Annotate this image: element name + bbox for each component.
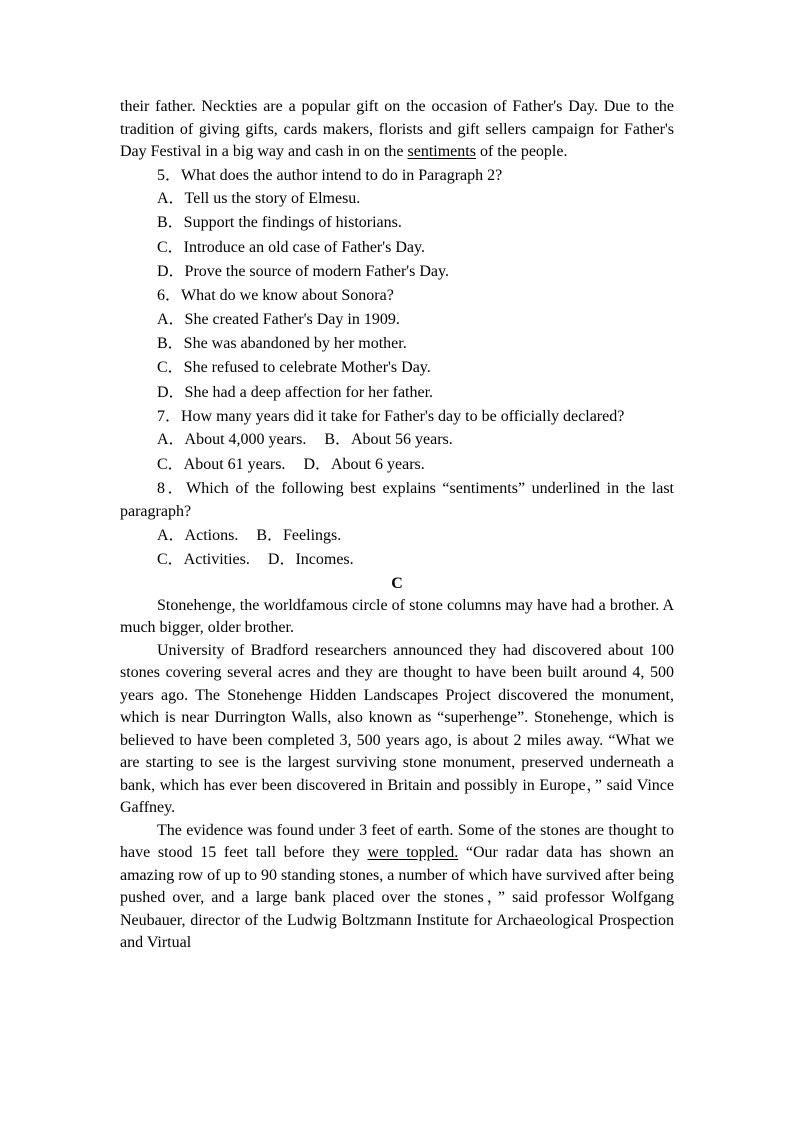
question-7-option-a: A．About 4,000 years. (157, 431, 307, 449)
question-7-option-b: B．About 56 years. (324, 431, 453, 449)
intro-text-end: of the people. (475, 143, 568, 160)
intro-paragraph (120, 96, 674, 164)
question-6-option-a: A．She created Father's Day in 1909. (157, 310, 400, 328)
question-5-option-a: A．Tell us the story of Elmesu. (157, 190, 361, 207)
question-6-option-c: C．She refused to celebrate Mother's Day. (157, 359, 431, 377)
question-5-option-c: C．Introduce an old case of Father's Day. (157, 238, 425, 256)
question-6-option-d: D．She had a deep affection for her father. (157, 383, 434, 401)
question-5-stem: 5．What does the author intend to do in Paragraph 2? (157, 166, 503, 184)
intro-text: their father. Neckties are a popular gift on the occasion of Father's Day. Due to the tradition of giving gifts, cards makers, florists and gift sellers campaign for Father's Day Festival in a big way and cash in on the (120, 98, 674, 160)
passage-paragraph-3 (120, 820, 674, 955)
question-5-option-b: B．Support the findings of historians. (157, 214, 402, 232)
question-7-option-d: D．About 6 years. (303, 455, 425, 473)
passage-paragraph-3-text-end: “Our radar data has shown an amazing row of up to 90 standing stones, a number of which have survived after being pushed over, and a large bank placed over the stones，” said professor Wolfgang Neubauer, director of the Ludwig Boltzmann Institute for Archaeological Prospection and Virtual (120, 844, 674, 952)
passage-underlined-phrase: were toppled. (367, 844, 459, 862)
question-8-options-row-1 (120, 524, 674, 548)
question-5-option-d: D．Prove the source of modern Father's Day. (157, 262, 449, 280)
question-7-options-row-2 (120, 453, 674, 477)
question-8-stem: 8．Which of the following best explains “sentiments” underlined in the last paragraph? (120, 479, 674, 521)
question-8-option-d: D．Incomes. (267, 551, 354, 569)
question-8-option-c: C．Activities. (157, 551, 250, 569)
document-page (120, 96, 674, 955)
question-7-options-row-1 (120, 428, 674, 452)
question-7-stem: 7．How many years did it take for Father's day to be officially declared? (157, 407, 625, 425)
question-8-options-row-2 (120, 548, 674, 572)
question-8-option-b: B．Feelings. (256, 526, 342, 544)
passage-paragraph-2: University of Bradford researchers announced they had discovered about 100 stones covering several acres and they are thought to have been built around 4, 500 years ago. The Stonehenge Hidden Landscapes Project discovered the monument, which is near Durrington Walls, also known as “superhenge”. Stonehenge, which is believed to have been completed 3, 500 years ago, is about 2 miles away. “What we are starting to see is the largest surviving stone monument, preserved underneath a bank, which has ever been discovered in Britain and possibly in Europe，” said Vince Gaffney. (120, 641, 674, 817)
passage-paragraph-3-text: The evidence was found under 3 feet of earth. Some of the stones are thought to have stood 15 feet tall before they (120, 821, 674, 862)
section-heading: C (391, 574, 403, 592)
intro-underlined-word: sentiments (407, 143, 476, 160)
question-6-stem: 6．What do we know about Sonora? (157, 287, 394, 305)
question-7-option-c: C．About 61 years. (157, 455, 286, 473)
passage-paragraph-1: Stonehenge, the worldfamous circle of stone columns may have had a brother. A much bigger, older brother. (120, 596, 674, 637)
question-6-option-b: B．She was abandoned by her mother. (157, 334, 407, 352)
question-8-option-a: A．Actions. (157, 526, 239, 544)
